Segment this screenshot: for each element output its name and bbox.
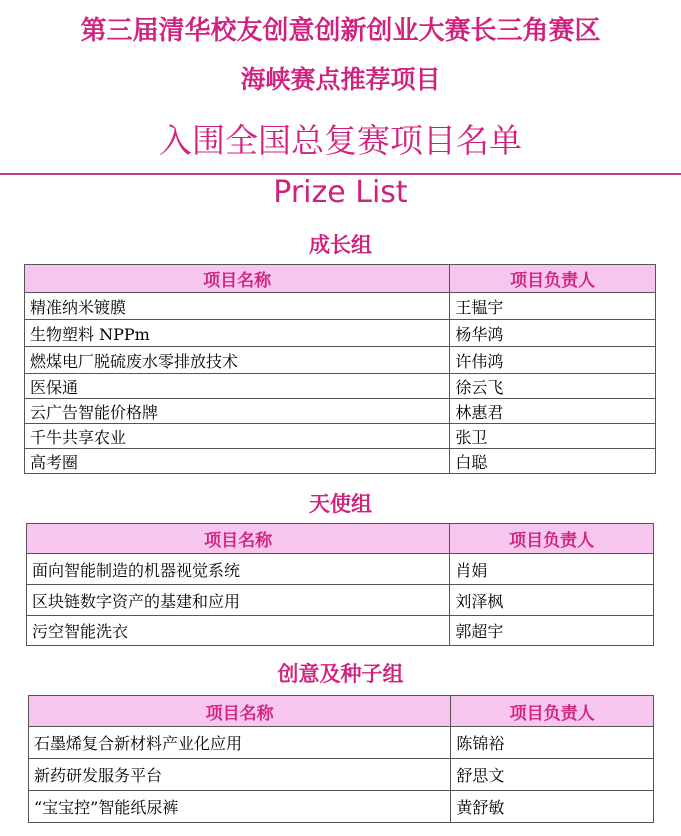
project-name: 石墨烯复合新材料产业化应用 — [29, 727, 451, 759]
column-header-project: 项目名称 — [25, 265, 450, 293]
table-row — [27, 585, 654, 616]
title-line-1: 第三届清华校友创意创新创业大赛长三角赛区 — [80, 16, 601, 46]
group-title-seed: 创意及种子组 — [277, 662, 404, 686]
project-name: 千牛共享农业 — [25, 424, 450, 449]
project-name: 污空智能洗衣 — [27, 616, 450, 646]
project-leader: 白聪 — [450, 449, 656, 474]
project-leader: 肖娟 — [450, 554, 654, 585]
project-leader: 徐云飞 — [450, 374, 656, 399]
table-row — [25, 424, 656, 449]
table-row — [27, 616, 654, 646]
table-angel — [26, 523, 654, 646]
page-title: 入围全国总复赛项目名单 — [159, 121, 522, 160]
project-name: 燃煤电厂脱硫废水零排放技术 — [25, 347, 450, 374]
column-header-leader: 项目负责人 — [450, 265, 656, 293]
english-title: Prize List — [273, 175, 408, 210]
project-leader: 舒思文 — [451, 759, 654, 791]
project-leader: 许伟鸿 — [450, 347, 656, 374]
group-title-growth: 成长组 — [309, 233, 372, 257]
table-row — [27, 554, 654, 585]
project-name: 新药研发服务平台 — [29, 759, 451, 791]
table-row — [25, 399, 656, 424]
project-leader: 刘泽枫 — [450, 585, 654, 616]
column-header-leader: 项目负责人 — [450, 524, 654, 554]
project-name: 面向智能制造的机器视觉系统 — [27, 554, 450, 585]
column-header-project: 项目名称 — [27, 524, 450, 554]
project-name: 区块链数字资产的基建和应用 — [27, 585, 450, 616]
project-name: 高考圈 — [25, 449, 450, 474]
table-row — [29, 791, 654, 823]
project-leader: 林惠君 — [450, 399, 656, 424]
table-header-row — [25, 265, 656, 293]
project-name: 医保通 — [25, 374, 450, 399]
table-header-row — [29, 696, 654, 727]
project-leader: 王韫宇 — [450, 293, 656, 320]
table-row — [29, 727, 654, 759]
table-growth — [24, 264, 656, 474]
project-name: 云广告智能价格牌 — [25, 399, 450, 424]
table-header-row — [27, 524, 654, 554]
table-row — [29, 759, 654, 791]
table-row — [25, 347, 656, 374]
project-name: 精准纳米镀膜 — [25, 293, 450, 320]
project-name: 生物塑料 NPPm — [25, 320, 450, 347]
project-leader: 黄舒敏 — [451, 791, 654, 823]
title-line-2: 海峡赛点推荐项目 — [240, 65, 441, 94]
column-header-leader: 项目负责人 — [451, 696, 654, 727]
project-leader: 杨华鸿 — [450, 320, 656, 347]
table-row — [25, 293, 656, 320]
project-leader: 张卫 — [450, 424, 656, 449]
table-row — [25, 374, 656, 399]
group-title-angel: 天使组 — [309, 492, 372, 516]
project-leader: 郭超宇 — [450, 616, 654, 646]
table-row — [25, 449, 656, 474]
project-leader: 陈锦裕 — [451, 727, 654, 759]
project-name: “宝宝控”智能纸尿裤 — [29, 791, 451, 823]
column-header-project: 项目名称 — [29, 696, 451, 727]
table-seed — [28, 695, 654, 823]
table-row — [25, 320, 656, 347]
